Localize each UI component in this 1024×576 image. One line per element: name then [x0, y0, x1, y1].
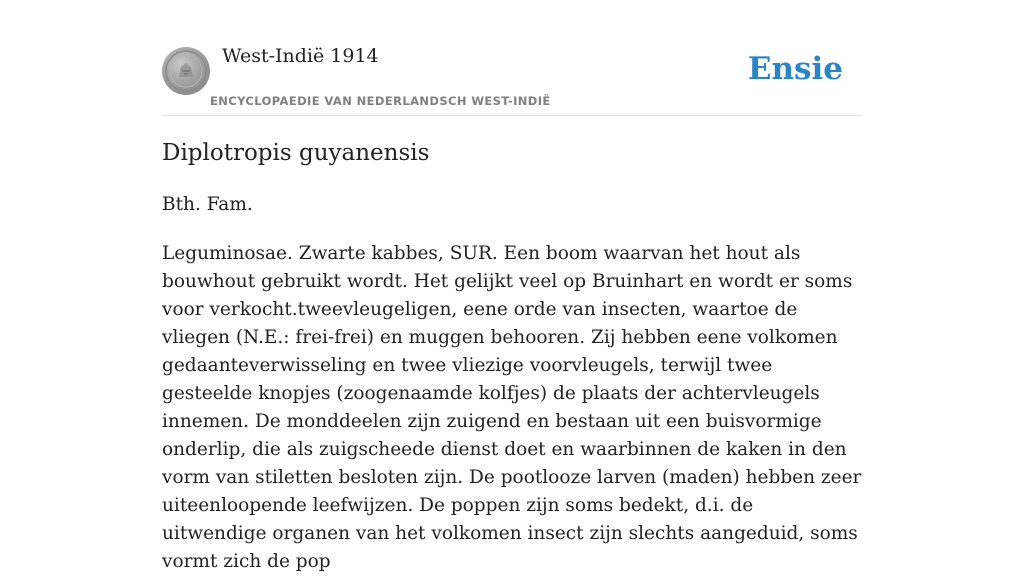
entry-body: Leguminosae. Zwarte kabbes, SUR. Een boom waarvan het hout als bouwhout gebruikt wordt. Het gelijkt veel op Bruinhart en wordt er soms voor verkocht.tweevleugeligen, eene orde van insecten, waartoe de vliegen (N.E.: frei-frei) en muggen behooren. Zij hebben eene volkomen gedaanteverwisseling en twee vliezige voorvleugels, terwijl twee gesteelde knopjes (zoogenaamde kolfjes) de plaats der achtervleugels innemen. De monddeelen zijn zuigend en bestaan uit een buisvormige onderlip, die als zuigscheede dienst doet en waarbinnen de kaken in den vorm van stiletten besloten zijn. De pootlooze larven (maden) hebben zeer uiteenloopende leefwijzen. De poppen zijn soms bedekt, d.i. de uitwendige organen van het volkomen insect zijn slechts aangeduid, soms vormt zich de pop	[162, 243, 862, 572]
page	[162, 0, 862, 572]
book-subtitle: ENCYCLOPAEDIE VAN NEDERLANDSCH WEST-INDIË	[210, 94, 551, 108]
entry-title: Diplotropis guyanensis	[162, 140, 430, 166]
entry-abbreviation: Bth. Fam.	[162, 194, 253, 215]
brand-logo[interactable]: Ensie	[747, 51, 843, 87]
site-header	[162, 0, 862, 116]
book-title[interactable]: West-Indië 1914	[222, 45, 379, 67]
coin-seal-icon[interactable]	[162, 47, 210, 95]
